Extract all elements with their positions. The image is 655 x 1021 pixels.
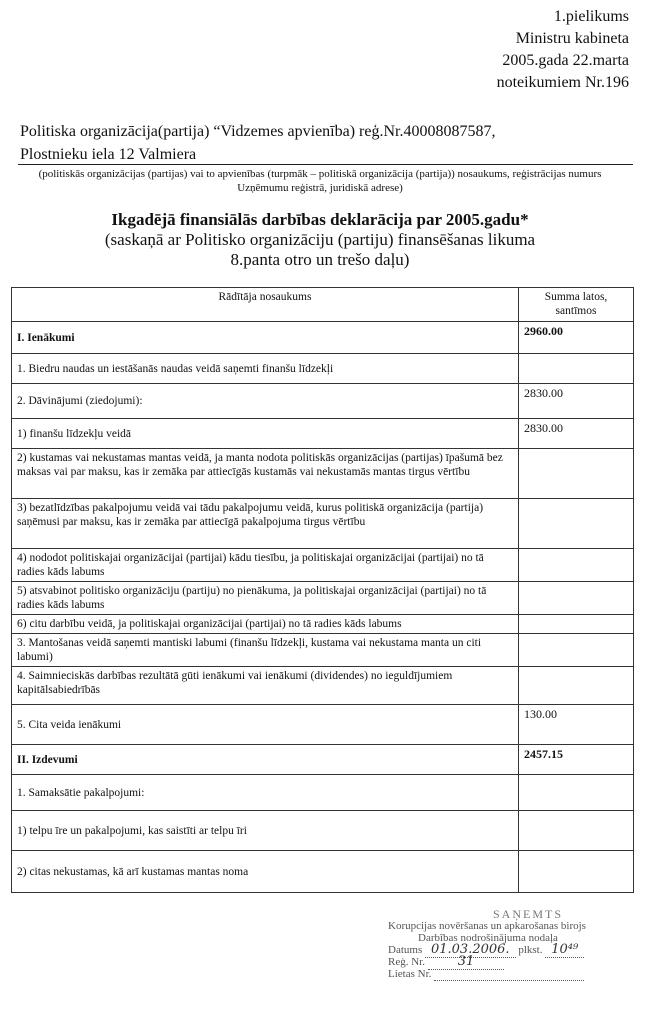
stamp-time-value: 10⁴⁹ (545, 942, 584, 958)
row-amount (519, 449, 634, 499)
row-label: 1. Biedru naudas un iestāšanās naudas veidā saņemti finanšu līdzekļi (12, 354, 519, 384)
declaration-table (11, 287, 634, 893)
row-label: 4. Saimnieciskās darbības rezultātā gūti ienākumi vai ienākumi (dividendes) no ieguldījumiem kapitālsabiedrībās (12, 667, 519, 705)
row-label: 3) bezatlīdzības pakalpojumu veidā vai tādu pakalpojumu veidā, kurus politiskā organizācija (partija) saņēmusi par maksu, kas ir zemāka par attiecīgā pakalpojuma tirgus vērtību (12, 499, 519, 549)
row-amount: 2960.00 (519, 322, 634, 354)
stamp-time-label: plkst. (518, 944, 543, 956)
table-row (12, 775, 634, 811)
row-amount (519, 615, 634, 634)
received-stamp (378, 908, 648, 981)
row-label: I. Ienākumi (12, 322, 519, 354)
stamp-date-value: 01.03.2006. (425, 942, 516, 958)
row-amount (519, 811, 634, 851)
row-label: 2. Dāvinājumi (ziedojumi): (12, 384, 519, 419)
organization-header (20, 120, 640, 166)
stamp-date-row (388, 944, 648, 956)
stamp-line: Korupcijas novēršanas un apkarošanas birojs (388, 920, 586, 932)
appendix-line: 2005.gada 22.marta (502, 52, 629, 69)
table-row (12, 354, 634, 384)
appendix-line: noteikumiem Nr.196 (496, 74, 629, 91)
table-row (12, 667, 634, 705)
table-row (12, 811, 634, 851)
row-label: 1) telpu īre un pakalpojumi, kas saistīti ar telpu īri (12, 811, 519, 851)
row-amount: 2457.15 (519, 745, 634, 775)
appendix-line: 1.pielikums (553, 8, 629, 25)
stamp-case-line (434, 968, 584, 981)
row-label: 6) citu darbību veidā, ja politiskajai organizācijai (partijai) no tā radies kāds labums (12, 615, 519, 634)
table-row (12, 705, 634, 745)
table-row (12, 449, 634, 499)
row-amount (519, 354, 634, 384)
stamp-reg-label: Reģ. Nr. (388, 956, 425, 968)
table-row (12, 582, 634, 615)
row-label: II. Izdevumi (12, 745, 519, 775)
stamp-date-label: Datums (388, 944, 423, 956)
stamp-line: Darbības nodrošinājuma nodaļa (418, 932, 558, 944)
column-header-name: Rādītāja nosaukums (12, 288, 519, 322)
row-amount (519, 499, 634, 549)
table-row (12, 549, 634, 582)
row-label: 4) nododot politiskajai organizācijai (partijai) kādu tiesību, ja politiskajai organizācijai (partijai) no tā radies kāds labums (12, 549, 519, 582)
title-sub: (saskaņā ar Politisko organizāciju (partiju) finansēšanas likuma (104, 230, 536, 249)
table-row (12, 745, 634, 775)
row-label: 2) citas nekustamas, kā arī kustamas mantas noma (12, 851, 519, 893)
row-label: 1. Samaksātie pakalpojumi: (12, 775, 519, 811)
table-row (12, 499, 634, 549)
table-row (12, 322, 634, 354)
table-row (12, 615, 634, 634)
table-row (12, 851, 634, 893)
row-label: 2) kustamas vai nekustamas mantas veidā, ja manta nodota politiskās organizācijas (partijas) īpašumā bez maksas vai par maksu, kas ir zemāka par attiecīgās kustamās vai nekustamās mantas tirgus vērtību (12, 449, 519, 499)
row-label: 5. Cita veida ienākumi (12, 705, 519, 745)
title-sub: 8.panta otro un trešo daļu) (230, 250, 410, 269)
table-row (12, 419, 634, 449)
row-amount (519, 549, 634, 582)
table-row (12, 384, 634, 419)
row-amount (519, 851, 634, 893)
organization-address: Plostnieku iela 12 Valmiera (20, 146, 197, 163)
row-label: 5) atsvabinot politisko organizāciju (partiju) no pienākuma, ja politiskajai organizācijai (partijai) no tā radies kāds labums (12, 582, 519, 615)
title-main: Ikgadējā finansiālās darbības deklarācija par 2005.gadu* (111, 210, 529, 229)
row-label: 3. Mantošanas veidā saņemti mantiski labumi (finanšu līdzekļi, kustama vai nekustama manta un citi labumi) (12, 634, 519, 667)
row-amount (519, 634, 634, 667)
stamp-title: SAŅEMTS (492, 907, 563, 921)
stamp-reg-value: 31 (428, 954, 505, 970)
row-label: 1) finanšu līdzekļu veidā (12, 419, 519, 449)
table-row (12, 634, 634, 667)
stamp-reg-row (388, 956, 648, 968)
appendix-reference (369, 6, 629, 94)
row-amount (519, 667, 634, 705)
column-header-sum: Summa latos, santīmos (519, 288, 634, 322)
row-amount (519, 582, 634, 615)
stamp-case-label: Lietas Nr. (388, 968, 432, 980)
row-amount: 2830.00 (519, 384, 634, 419)
row-amount: 130.00 (519, 705, 634, 745)
organization-note: (politiskās organizācijas (partijas) vai to apvienības (turpmāk – politiskā organizācija (partija)) nosaukums, reģistrācijas numurs Uzņēmumu reģistrā, juridiskā adrese) (38, 168, 602, 194)
row-amount (519, 775, 634, 811)
organization-name: Politiska organizācija(partija) “Vidzemes apvienība) reģ.Nr.40008087587, (20, 123, 496, 140)
stamp-case-row (388, 968, 648, 981)
appendix-line: Ministru kabineta (515, 30, 629, 47)
divider (18, 164, 633, 165)
document-title (20, 210, 620, 270)
row-amount: 2830.00 (519, 419, 634, 449)
